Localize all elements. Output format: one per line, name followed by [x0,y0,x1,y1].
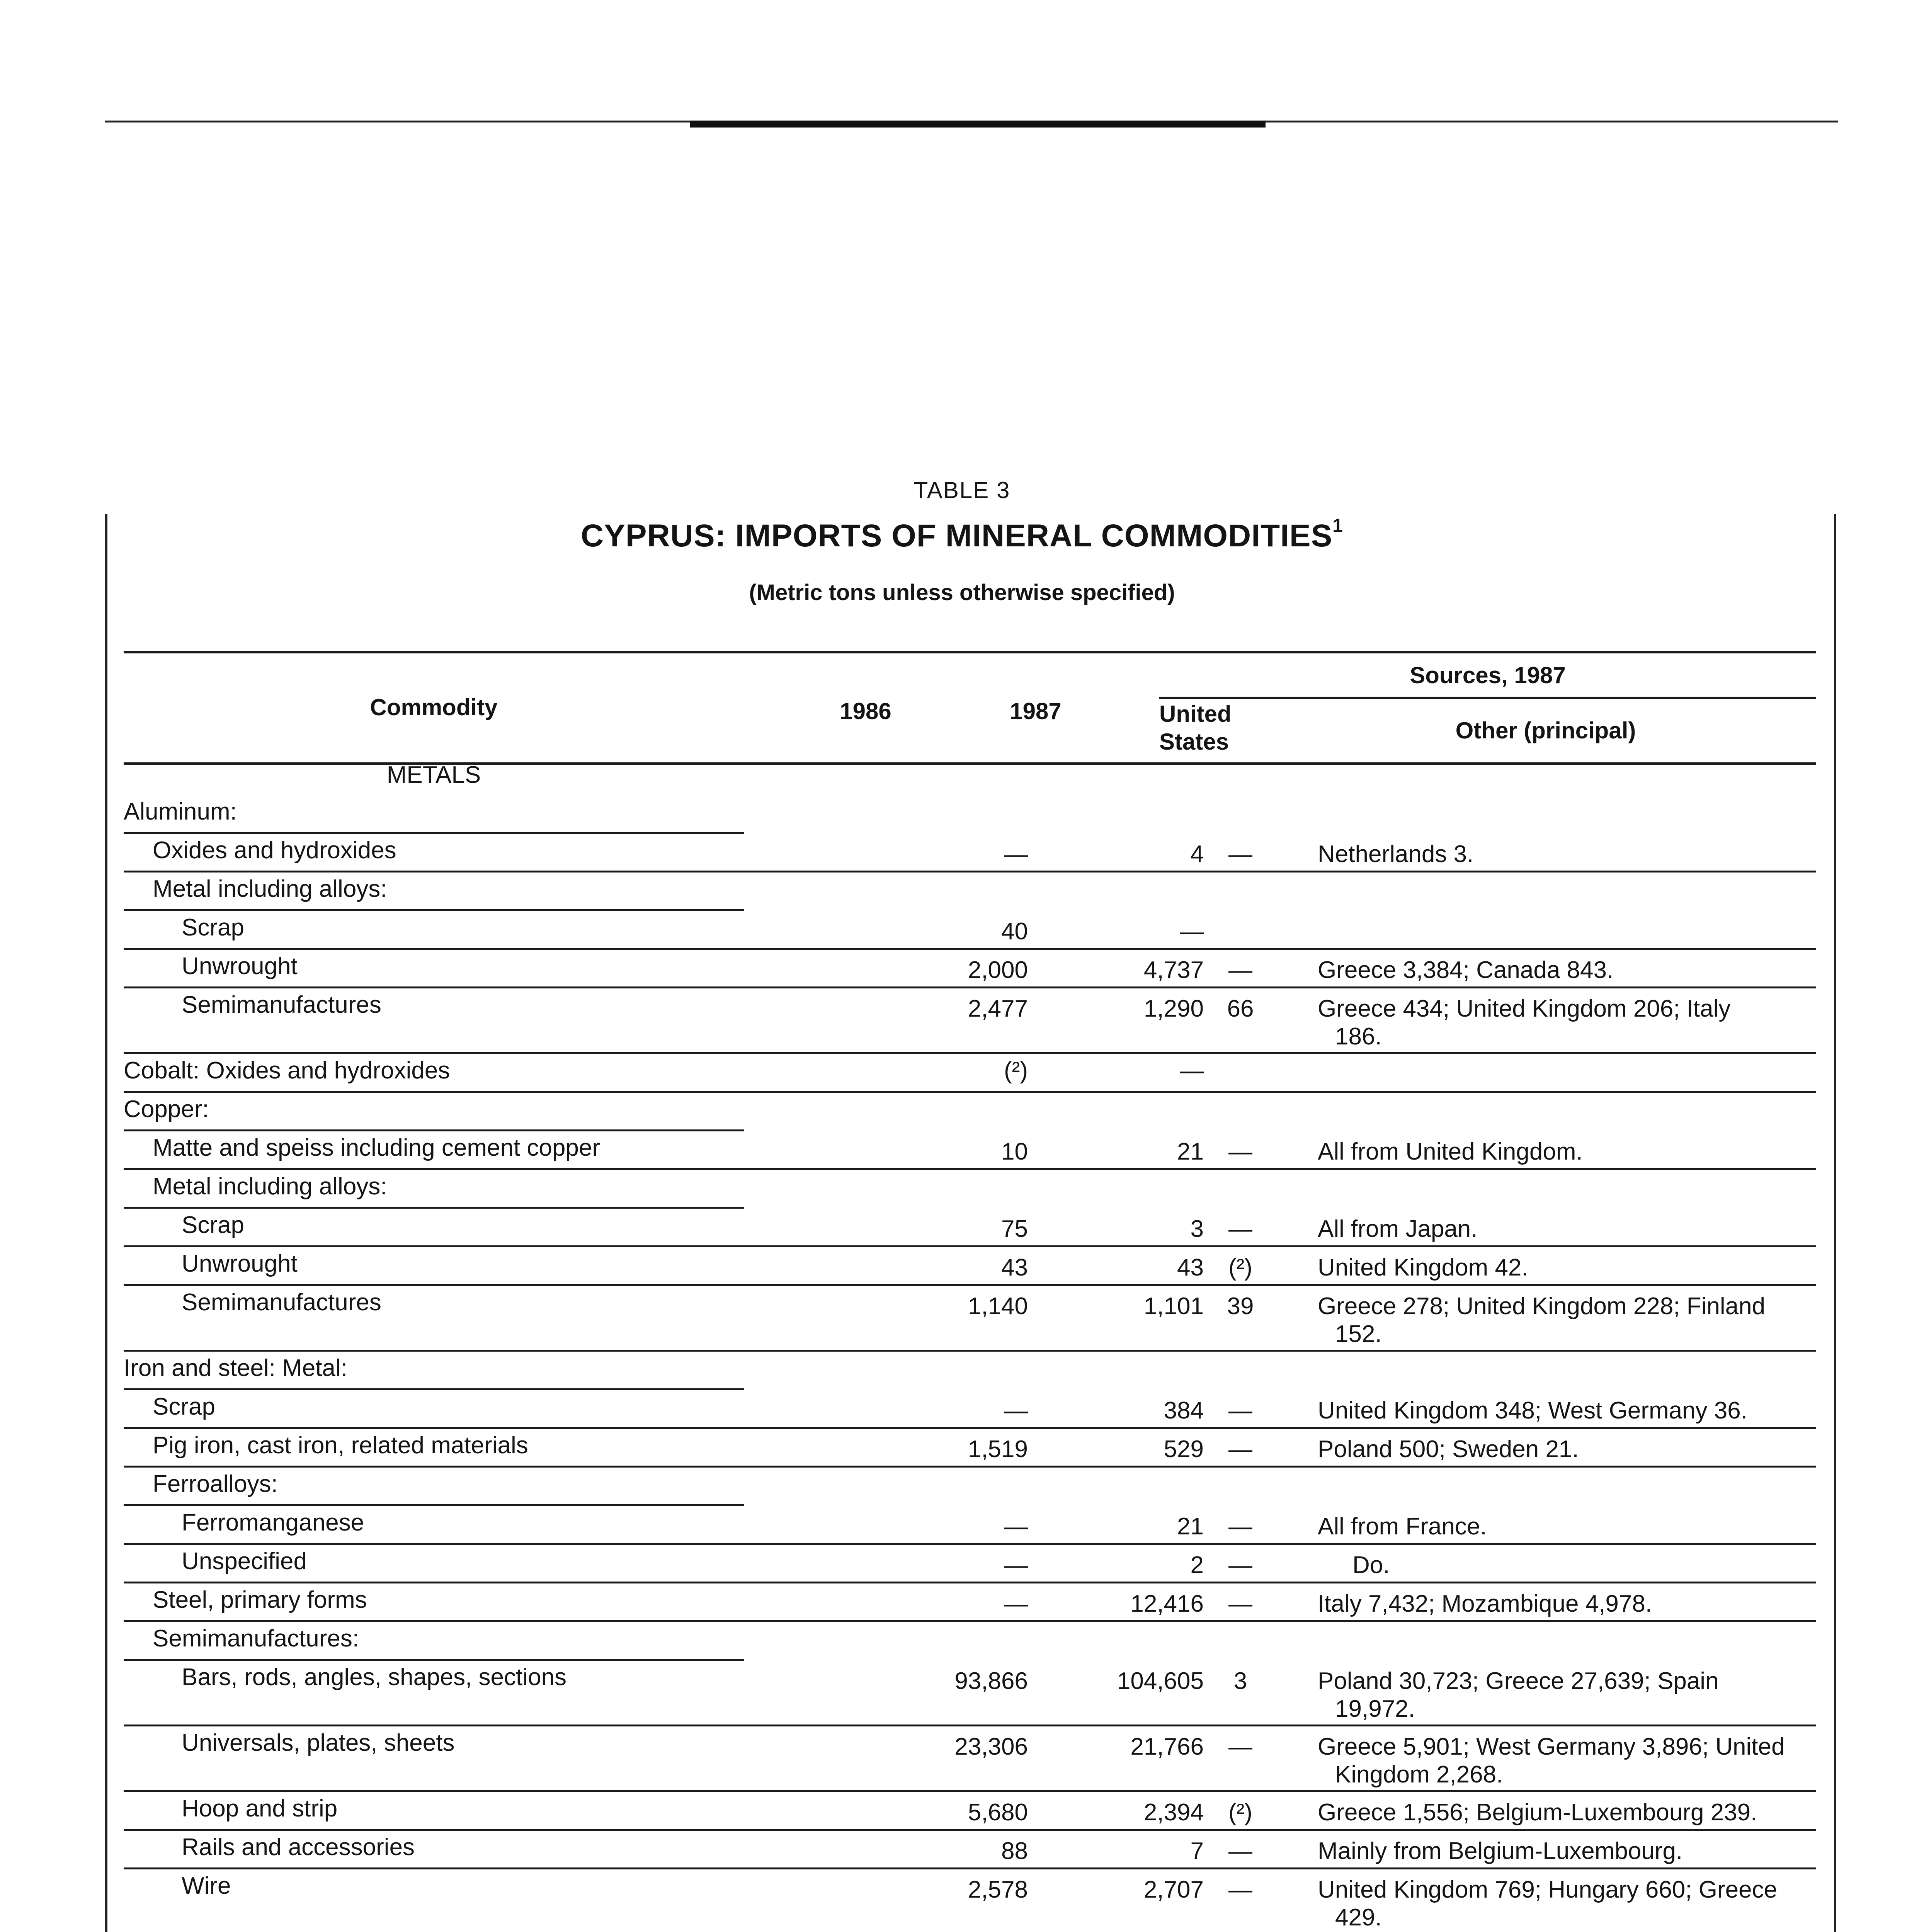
value-1986: — [1004,1590,1028,1617]
row-rule [124,909,744,911]
commodity-name: Unwrought [182,1250,298,1277]
row-rule [124,1052,1816,1054]
other-sources-line1: United Kingdom 769; Hungary 660; Greece [1318,1876,1778,1903]
row-rule [124,1207,744,1209]
commodity-name: Copper: [124,1096,209,1122]
row-rule [124,871,1816,872]
value-1986: 88 [1001,1838,1028,1864]
row-rule [124,1129,744,1131]
value-1987: 43 [1177,1254,1204,1281]
other-sources-line1: All from Japan. [1318,1216,1478,1242]
value-1987: 21 [1177,1513,1204,1540]
row-rule [124,1659,744,1661]
value-1986: 40 [1001,918,1028,945]
other-sources-line2: 429. [1335,1904,1382,1931]
value-united-states: — [1228,1138,1252,1165]
value-1986: 93,866 [954,1668,1028,1694]
other-sources-line1: United Kingdom 42. [1318,1254,1528,1281]
value-other-sources [1318,956,1816,984]
commodity-name: Hoop and strip [182,1795,338,1822]
row-rule [124,1829,1816,1831]
value-1986: 1,140 [968,1293,1028,1320]
value-united-states: (²) [1228,1254,1252,1281]
other-sources-line1: United Kingdom 348; West Germany 36. [1318,1397,1747,1424]
row-rule [124,1504,744,1506]
value-1987: 4 [1190,841,1204,867]
title-footnote-marker: 1 [1332,515,1343,536]
commodity-name: Ferromanganese [182,1509,364,1536]
other-sources-line1: Poland 30,723; Greece 27,639; Spain [1318,1668,1719,1694]
commodity-name: Scrap [182,1212,244,1238]
value-other-sources [1318,1435,1816,1463]
value-1986: — [1004,1397,1028,1424]
value-1986: 2,477 [968,995,1028,1022]
row-rule [124,1725,1816,1726]
col-header-1987: 1987 [1010,698,1062,724]
value-1987: 529 [1164,1436,1204,1463]
value-1986: 43 [1001,1254,1028,1281]
other-sources-line1: Greece 434; United Kingdom 206; Italy [1318,995,1731,1022]
other-sources-line1: Greece 3,384; Canada 843. [1318,957,1614,983]
value-united-states: — [1228,1436,1252,1463]
value-1987: — [1180,918,1204,945]
col-header-1986: 1986 [840,698,891,724]
value-1987: 2,707 [1143,1876,1204,1903]
value-1987: 2,394 [1143,1799,1204,1826]
value-other-sources [1318,1215,1816,1243]
value-other-sources [1318,1397,1816,1425]
other-sources-line2: 152. [1335,1321,1382,1347]
value-other-sources [1318,1293,1816,1348]
commodity-name: Aluminum: [124,798,237,825]
col-header-other: Other (principal) [1455,718,1636,743]
value-united-states: — [1228,957,1252,983]
commodity-name: Metal including alloys: [153,876,387,902]
other-sources-line1: Greece 278; United Kingdom 228; Finland [1318,1293,1766,1320]
row-rule [124,986,1816,988]
row-rule [124,1245,1816,1247]
row-rule [124,1543,1816,1545]
commodity-name: Unwrought [182,953,298,980]
value-united-states: — [1228,1216,1252,1242]
commodity-name: Scrap [153,1393,215,1420]
commodity-name: Matte and speiss including cement copper [153,1134,600,1161]
table-title-text: CYPRUS: IMPORTS OF MINERAL COMMODITIES [580,518,1333,553]
row-rule [124,1867,1816,1869]
value-other-sources [1318,840,1816,868]
commodity-name: Semimanufactures: [153,1625,359,1652]
value-other-sources [1318,1733,1816,1789]
table-label: TABLE 3 [914,477,1010,503]
col-header-us [1159,700,1256,756]
value-other-sources [1318,1551,1851,1579]
value-1986: 10 [1001,1138,1028,1165]
row-rule [124,1466,1816,1468]
value-other-sources [1318,1667,1816,1723]
value-united-states: 3 [1233,1668,1247,1694]
value-1987: 4,737 [1143,957,1204,983]
value-united-states: — [1228,841,1252,867]
value-other-sources [1318,1837,1816,1865]
commodity-name: Metal including alloys: [153,1173,387,1200]
value-1987: 384 [1164,1397,1204,1424]
row-rule [124,1582,1816,1583]
row-rule [124,832,744,834]
other-sources-line1: Do. [1352,1552,1390,1578]
value-1987: 104,605 [1117,1668,1204,1694]
value-1987: 21 [1177,1138,1204,1165]
commodity-name: Ferroalloys: [153,1471,278,1497]
col-header-us-line1: United [1159,701,1232,727]
commodity-name: Unspecified [182,1548,307,1575]
commodity-name: Semimanufactures [182,1289,381,1316]
value-united-states: — [1228,1513,1252,1540]
value-united-states: — [1228,1590,1252,1617]
value-1987: 7 [1190,1838,1204,1864]
value-1987: 3 [1190,1216,1204,1242]
value-1987: 2 [1190,1552,1204,1578]
commodity-name: Cobalt: Oxides and hydroxides [124,1057,450,1084]
col-header-us-line2: States [1159,729,1229,755]
sources-rule [1159,697,1816,699]
value-other-sources [1318,1590,1816,1618]
value-1987: 21,766 [1130,1733,1204,1760]
value-united-states: — [1228,1552,1252,1578]
other-sources-line1: Greece 1,556; Belgium-Luxembourg 239. [1318,1799,1757,1826]
row-rule [124,1427,1816,1429]
other-sources-line1: Mainly from Belgium-Luxembourg. [1318,1838,1683,1864]
commodity-name: Bars, rods, angles, shapes, sections [182,1664,566,1690]
value-united-states: 66 [1227,995,1254,1022]
commodity-name: Rails and accessories [182,1834,415,1861]
value-1986: 5,680 [968,1799,1028,1826]
value-other-sources [1318,1138,1816,1166]
col-header-sources: Sources, 1987 [1410,662,1566,688]
commodity-name: Pig iron, cast iron, related materials [153,1432,528,1459]
value-1987: — [1180,1057,1204,1084]
value-1987: 1,290 [1143,995,1204,1022]
value-1986: 1,519 [968,1436,1028,1463]
other-sources-line1: All from United Kingdom. [1318,1138,1583,1165]
commodity-name: Universals, plates, sheets [182,1730,455,1756]
row-rule [124,1284,1816,1286]
value-1987: 12,416 [1130,1590,1204,1617]
row-rule [124,1350,1816,1352]
table-subtitle: (Metric tons unless otherwise specified) [749,580,1175,605]
value-other-sources [1318,1876,1816,1932]
row-rule [124,948,1816,950]
commodity-name: Semimanufactures [182,992,381,1018]
row-rule [124,1091,1816,1093]
value-other-sources [1318,995,1816,1051]
value-other-sources [1318,1513,1816,1541]
commodity-name: Oxides and hydroxides [153,837,396,864]
section-heading-metals: METALS [386,762,481,788]
table-frame-left [105,514,107,1932]
value-1986: 2,000 [968,957,1028,983]
other-sources-line1: Italy 7,432; Mozambique 4,978. [1318,1590,1652,1617]
row-rule [124,1620,1816,1622]
commodity-name: Iron and steel: Metal: [124,1355,347,1381]
other-sources-line1: Netherlands 3. [1318,841,1474,867]
value-united-states: 39 [1227,1293,1254,1320]
commodity-name: Steel, primary forms [153,1587,367,1613]
value-united-states: — [1228,1838,1252,1864]
row-rule [124,1168,1816,1170]
other-sources-line2: 19,972. [1335,1696,1415,1722]
value-1987: 1,101 [1143,1293,1204,1320]
row-rule [124,1790,1816,1792]
value-1986: — [1004,1552,1028,1578]
value-united-states: — [1228,1876,1252,1903]
other-sources-line1: Greece 5,901; West Germany 3,896; United [1318,1733,1785,1760]
table-title [0,515,1924,554]
table-frame-right [1834,514,1836,1932]
value-1986: 23,306 [954,1733,1028,1760]
value-1986: 2,578 [968,1876,1028,1903]
other-sources-line2: 186. [1335,1023,1382,1050]
other-sources-line1: Poland 500; Sweden 21. [1318,1436,1579,1463]
commodity-name: Wire [182,1872,231,1899]
other-sources-line2: Kingdom 2,268. [1335,1761,1503,1788]
value-1986: 75 [1001,1216,1028,1242]
value-other-sources [1318,1799,1816,1827]
header-top-rule [124,651,1816,653]
top-rule-accent [690,121,1266,128]
value-united-states: — [1228,1733,1252,1760]
commodity-name: Scrap [182,914,244,941]
value-1986: — [1004,1513,1028,1540]
value-1986: (²) [1004,1057,1028,1084]
value-1986: — [1004,841,1028,867]
value-other-sources [1318,1254,1816,1282]
other-sources-line1: All from France. [1318,1513,1487,1540]
value-united-states: (²) [1228,1799,1252,1826]
col-header-commodity: Commodity [370,694,498,720]
value-united-states: — [1228,1397,1252,1424]
row-rule [124,1388,744,1390]
